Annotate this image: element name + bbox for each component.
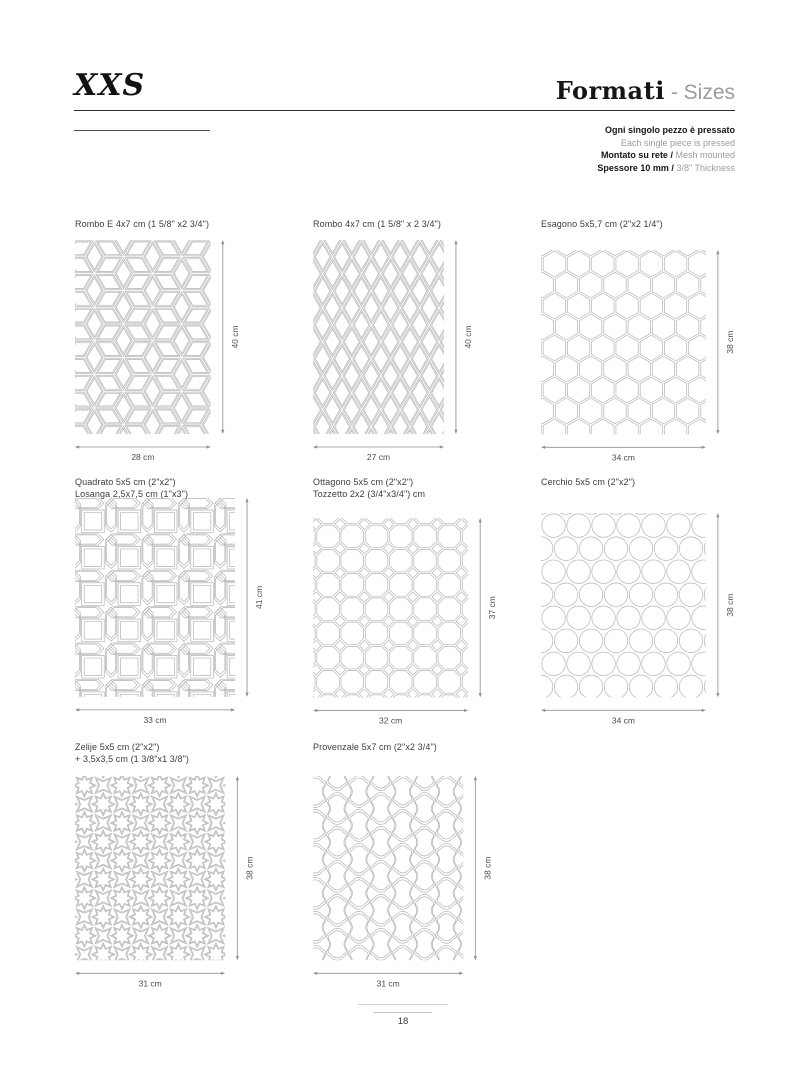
label-line: Esagono 5x5,7 cm (2"x2 1/4") bbox=[541, 219, 663, 229]
width-label: 27 cm bbox=[366, 451, 391, 462]
label-line: Rombo 4x7 cm (1 5/8" x 2 3/4") bbox=[313, 219, 441, 229]
footer-rule-long bbox=[358, 1004, 448, 1005]
height-label: 38 cm bbox=[724, 330, 735, 354]
width-dimension bbox=[75, 971, 225, 988]
width-dimension bbox=[75, 708, 235, 725]
width-label: 33 cm bbox=[143, 714, 167, 725]
diagram-esagono bbox=[541, 219, 746, 468]
tile-format-label bbox=[75, 219, 251, 231]
height-dimension bbox=[221, 240, 240, 434]
height-label: 40 cm bbox=[462, 325, 473, 349]
diagram-cerchio bbox=[541, 477, 746, 731]
height-dimension bbox=[716, 513, 735, 697]
label-line: Tozzetto 2x2 (3/4"x3/4") cm bbox=[313, 488, 426, 499]
height-dimension bbox=[474, 776, 493, 960]
height-label: 38 cm bbox=[724, 593, 735, 617]
width-dimension bbox=[313, 445, 444, 462]
diagram-rombo bbox=[313, 219, 484, 468]
brand-wordmark: Formati bbox=[555, 76, 665, 105]
label-line: Losanga 2,5x7,5 cm (1"x3") bbox=[75, 488, 189, 499]
page-number: 18 bbox=[397, 1016, 409, 1027]
diagram-provenzale bbox=[313, 742, 503, 994]
mosaic-quadrato-losanga bbox=[75, 498, 269, 727]
label-line: + 3,5x3,5 cm (1 3/8"x1 3/8") bbox=[75, 753, 189, 764]
footer-rule-short bbox=[374, 1012, 432, 1013]
height-dimension bbox=[245, 498, 264, 697]
note-line: Ogni singolo pezzo è pressato bbox=[604, 125, 735, 135]
label-line: Quadrato 5x5 cm (2"x2") bbox=[75, 477, 176, 487]
header-rule bbox=[74, 110, 735, 111]
tile-format-label bbox=[75, 477, 275, 500]
tile-pattern bbox=[75, 776, 247, 985]
note-line: Each single piece is pressed bbox=[620, 137, 735, 148]
mosaic-zelije bbox=[75, 776, 259, 990]
mosaic-rombo bbox=[313, 240, 478, 464]
tile-format-label bbox=[75, 742, 265, 765]
mosaic-ottagono-tozzetto bbox=[313, 518, 502, 727]
diagram-quadrato-losanga bbox=[75, 477, 275, 731]
mosaic-cerchio bbox=[541, 513, 740, 727]
diagram-rombo-e bbox=[75, 219, 251, 468]
width-dimension bbox=[313, 708, 468, 725]
tile-format-label bbox=[541, 219, 746, 231]
height-dimension bbox=[716, 250, 735, 434]
width-label: 31 cm bbox=[138, 977, 162, 988]
tile-format-label bbox=[313, 742, 503, 754]
collection-title: XXS bbox=[74, 68, 146, 103]
mosaic-provenzale bbox=[313, 776, 497, 990]
tile-pattern bbox=[313, 240, 467, 464]
height-label: 38 cm bbox=[482, 856, 493, 880]
tile-pattern bbox=[75, 498, 269, 727]
height-label: 37 cm bbox=[487, 595, 498, 619]
mosaic-rombo-e bbox=[75, 240, 245, 464]
label-line: Rombo E 4x7 cm (1 5/8" x2 3/4") bbox=[75, 219, 210, 229]
label-line: Zelije 5x5 cm (2"x2") bbox=[75, 742, 160, 752]
height-label: 41 cm bbox=[254, 586, 265, 610]
note-line: Spessore 10 mm / 3/8" Thickness bbox=[597, 162, 735, 173]
width-dimension bbox=[75, 445, 211, 462]
width-label: 34 cm bbox=[611, 451, 636, 462]
brand-suffix: - Sizes bbox=[670, 81, 735, 104]
width-label: 32 cm bbox=[379, 714, 403, 725]
note-line: Montato su rete / Mesh mounted bbox=[600, 150, 735, 161]
tile-pattern bbox=[541, 513, 740, 727]
header-brand bbox=[556, 76, 735, 105]
width-label: 28 cm bbox=[131, 451, 155, 462]
height-dimension bbox=[479, 518, 498, 697]
width-dimension bbox=[541, 445, 706, 462]
diagram-ottagono-tozzetto bbox=[313, 477, 508, 731]
height-dimension bbox=[454, 240, 473, 434]
product-notes bbox=[597, 124, 735, 174]
diagram-zelije bbox=[75, 742, 265, 994]
width-dimension bbox=[541, 708, 706, 725]
tile-format-label bbox=[313, 477, 508, 500]
tile-pattern bbox=[75, 240, 238, 464]
width-label: 31 cm bbox=[376, 977, 400, 988]
height-label: 40 cm bbox=[229, 325, 240, 349]
label-line: Cerchio 5x5 cm (2"x2") bbox=[541, 477, 636, 487]
tile-format-label bbox=[313, 219, 484, 231]
tile-pattern bbox=[313, 776, 479, 990]
tile-pattern bbox=[541, 250, 740, 464]
width-dimension bbox=[313, 971, 463, 988]
title-underline bbox=[74, 130, 210, 131]
height-label: 38 cm bbox=[244, 856, 255, 880]
tile-pattern bbox=[313, 518, 502, 727]
tile-format-label bbox=[541, 477, 746, 489]
label-line: Ottagono 5x5 cm (2"x2") bbox=[313, 477, 414, 487]
height-dimension bbox=[236, 776, 255, 960]
mosaic-esagono bbox=[541, 250, 740, 464]
label-line: Provenzale 5x7 cm (2"x2 3/4") bbox=[313, 742, 437, 752]
width-label: 34 cm bbox=[611, 714, 636, 725]
